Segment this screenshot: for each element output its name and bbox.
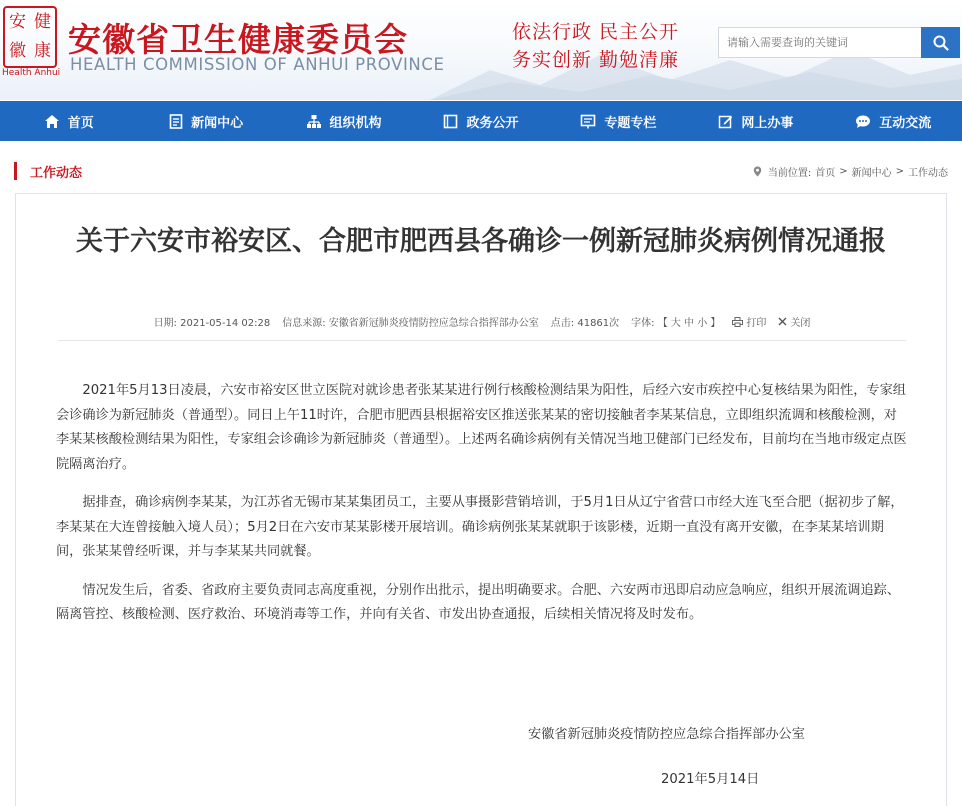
home-icon xyxy=(44,114,60,129)
breadcrumb-prefix: 当前位置: xyxy=(767,168,812,179)
document-icon xyxy=(169,114,183,129)
slogan-line: 依法行政 民主公开 xyxy=(512,21,680,43)
meta-divider xyxy=(58,340,906,341)
article-body xyxy=(56,379,908,642)
print-label: 打印 xyxy=(746,318,767,329)
breadcrumb-item-news[interactable]: 新闻中心 xyxy=(851,168,892,179)
meta-hits: 点击: 41861次 xyxy=(550,318,620,329)
slogan xyxy=(512,18,679,74)
logo-subtitle: Health Anhui xyxy=(2,68,61,78)
article-panel xyxy=(15,193,947,806)
edit-icon xyxy=(718,114,733,129)
nav-item-news[interactable] xyxy=(137,101,274,141)
breadcrumb-separator: > xyxy=(839,166,848,177)
article-paragraph: 情况发生后，省委、省政府主要负责同志高度重视，分别作出批示，提出明确要求。合肥、六安两市迅即启动应急响应，组织开展流调追踪、隔离管控、核酸检测、医疗救治、环境消毒等工作，并向有关省、市发出协查通报，后续相关情况将及时发布。 xyxy=(56,582,901,622)
printer-icon xyxy=(732,317,743,327)
meta-source: 信息来源: 安徽省新冠肺炎疫情防控应急综合指挥部办公室 xyxy=(282,318,539,329)
nav-item-home[interactable] xyxy=(0,101,137,141)
print-button[interactable] xyxy=(732,314,766,329)
search-icon xyxy=(933,35,949,51)
logo-char: 康 xyxy=(34,41,51,61)
font-size-selector[interactable]: 字体: 【 大 中 小 】 xyxy=(631,318,721,329)
section-title: 工作动态 xyxy=(30,166,83,181)
book-icon xyxy=(443,114,458,129)
nav-item-interaction[interactable] xyxy=(825,101,962,141)
meta-date: 日期: 2021-05-14 02:28 xyxy=(153,318,271,329)
search-button[interactable] xyxy=(921,27,960,58)
breadcrumb-separator: > xyxy=(895,166,904,177)
close-button[interactable] xyxy=(778,314,810,329)
board-icon xyxy=(580,114,596,129)
section-marker xyxy=(14,162,17,180)
breadcrumb xyxy=(753,164,950,179)
nav-item-special-topics[interactable] xyxy=(550,101,687,141)
article-meta xyxy=(16,314,948,329)
chat-icon xyxy=(855,114,871,129)
breadcrumb-item-current[interactable]: 工作动态 xyxy=(908,168,948,179)
article-title: 关于六安市裕安区、合肥市肥西县各确诊一例新冠肺炎病例情况通报 xyxy=(76,226,886,257)
nav-label: 新闻中心 xyxy=(191,115,244,131)
signature-organization: 安徽省新冠肺炎疫情防控应急综合指挥部办公室 xyxy=(528,727,805,742)
org-chart-icon xyxy=(306,114,322,129)
nav-item-online-services[interactable] xyxy=(687,101,824,141)
article-paragraph: 2021年5月13日凌晨，六安市裕安区世立医院对就诊患者张某某进行例行核酸检测结果为阳性，后经六安市疾控中心复核结果为阳性，专家组会诊确诊为新冠肺炎（普通型）。同日上午11时许，合肥市肥西县根据裕安区推送张某某的密切接触者李某某信息，立即组织流调和核酸检测，对李某某核酸检测结果为阳性，专家组会诊确诊为新冠肺炎（普通型）。上述两名确诊病例有关情况当地卫健部门已经发布，目前均在当地市级定点医院隔离治疗。 xyxy=(56,383,907,472)
search-input[interactable] xyxy=(718,27,922,58)
site-logo[interactable] xyxy=(3,6,57,68)
site-title-en: HEALTH COMMISSION OF ANHUI PROVINCE xyxy=(70,55,445,74)
nav-label: 政务公开 xyxy=(466,115,519,131)
nav-label: 互动交流 xyxy=(879,115,932,131)
nav-item-organization[interactable] xyxy=(275,101,412,141)
article-paragraph: 据排查，确诊病例李某某，为江苏省无锡市某某集团员工，主要从事摄影营销培训，于5月1日从辽宁省营口市经大连飞至合肥（据初步了解，李某某在大连曾接触入境人员）；5月2日在六安市某某影楼开展培训。确诊病例张某某就职于该影楼，近期一直没有离开安徽，在李某某培训期间，张某某曾经听课，并与李某某共同就餐。 xyxy=(56,495,904,559)
nav-label: 专题专栏 xyxy=(604,115,657,131)
location-pin-icon xyxy=(753,166,762,177)
logo-char: 安 xyxy=(9,12,26,32)
nav-item-gov-affairs[interactable] xyxy=(412,101,549,141)
section-bar xyxy=(14,160,950,182)
close-icon xyxy=(778,317,787,326)
slogan-line: 务实创新 勤勉清廉 xyxy=(512,49,680,71)
breadcrumb-item-home[interactable]: 首页 xyxy=(815,168,836,179)
nav-label: 网上办事 xyxy=(741,115,794,131)
main-nav xyxy=(0,101,962,141)
signature-date: 2021年5月14日 xyxy=(661,772,760,787)
site-title: 安徽省卫生健康委员会 xyxy=(68,20,408,59)
close-label: 关闭 xyxy=(790,318,811,329)
nav-label: 首页 xyxy=(67,115,94,131)
logo-char: 徽 xyxy=(9,41,26,61)
logo-char: 健 xyxy=(34,12,51,32)
nav-label: 组织机构 xyxy=(329,115,382,131)
site-header xyxy=(0,0,962,100)
